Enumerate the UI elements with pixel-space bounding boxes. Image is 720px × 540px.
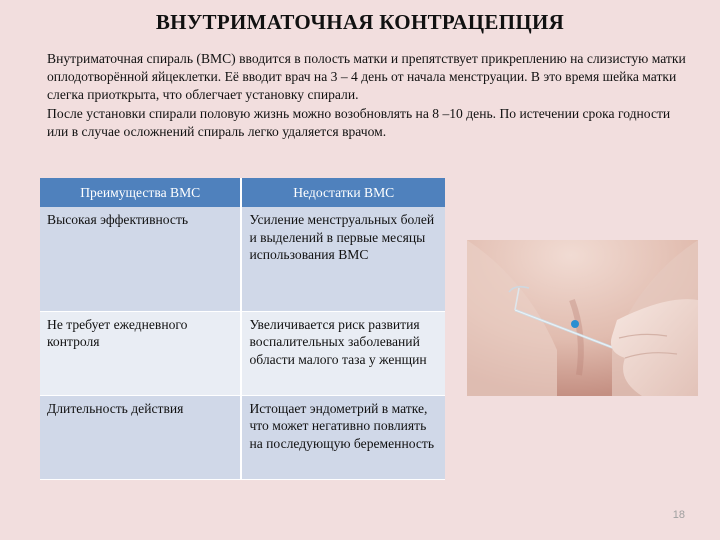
iud-illustration [467, 240, 698, 396]
disadvantage-cell: Увеличивается риск развития воспалительных заболеваний области малого таза у женщин [241, 311, 445, 395]
header-disadvantages: Недостатки ВМС [241, 178, 445, 207]
table-row [40, 311, 445, 395]
table-row [40, 207, 445, 311]
table-row [40, 395, 445, 479]
intro-paragraph-1: Внутриматочная спираль (ВМС) вводится в полость матки и препятствует прикреплению на слизистую матки оплодотворённой яйцеклетки. Её вводит врач на 3 – 4 день от начала менструации. В это время шейка матки слегка приоткрыта, что облегчает установку спирали. [47, 51, 686, 103]
advantage-cell: Высокая эффективность [40, 207, 241, 311]
disadvantage-cell: Истощает эндометрий в матке, что может негативно повлиять на последующую беременность [241, 395, 445, 479]
intro-paragraph-2: После установки спирали половую жизнь можно возобновлять на 8 –10 день. По истечении срока годности или в случае осложнений спираль легко удаляется врачом. [47, 105, 671, 139]
intro-text [47, 50, 687, 141]
table-header-row [40, 178, 445, 207]
comparison-table [40, 178, 445, 480]
advantage-cell: Длительность действия [40, 395, 241, 479]
header-advantages: Преимущества ВМС [40, 178, 241, 207]
slide-title: ВНУТРИМАТОЧНАЯ КОНТРАЦЕПЦИЯ [155, 10, 565, 34]
page-number: 18 [672, 509, 685, 521]
iud-photo [467, 240, 698, 396]
disadvantage-cell: Усиление менструальных болей и выделений в первые месяцы использования ВМС [241, 207, 445, 311]
advantage-cell: Не требует ежедневного контроля [40, 311, 241, 395]
